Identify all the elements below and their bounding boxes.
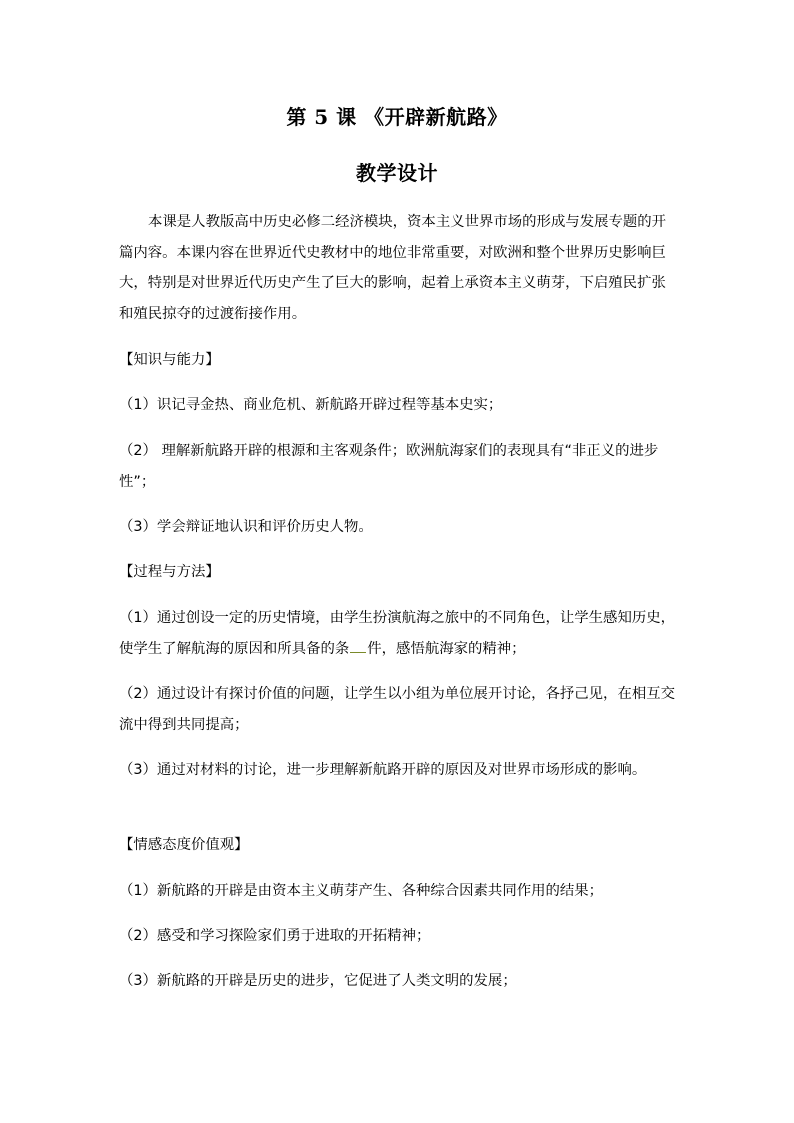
intro-paragraph: 本课是人教版高中历史必修二经济模块，资本主义世界市场的形成与发展专题的开篇内容。本课内容在世界近代史教材中的地位非常重要，对欧洲和整个世界历史影响巨大，特别是对世界近代历史产生了巨大的影响，起着上承资本主义萌芽，下启殖民扩张和殖民掠夺的过渡衔接作用。 — [119, 214, 667, 322]
knowledge-item-1: （1）识记寻金热、商业危机、新航路开辟过程等基本史实； — [119, 397, 503, 413]
process-item-1-tail: 件，感悟航海家的精神； — [367, 640, 526, 657]
process-item-2: （2）通过设计有探讨价值的问题，让学生以小组为单位展开讨论，各抒己见，在相互交流中得到共同提高； — [119, 686, 676, 733]
attitude-item-1: （1）新航路的开辟是由资本主义萌芽产生、各种综合因素共同作用的结果； — [119, 883, 604, 899]
section-heading-attitude: 【情感态度价值观】 — [119, 837, 249, 853]
section-heading-knowledge: 【知识与能力】 — [119, 352, 220, 368]
attitude-item-2: （2）感受和学习探险家们勇于进取的开拓精神； — [119, 928, 431, 944]
process-item-1-text: （1）通过创设一定的历史情境，由学生扮演航海之旅中的不同角色，让学生感知历史，使学生了解航海的原因和所具备的条 — [119, 610, 676, 657]
page-subtitle: 教学设计 — [356, 161, 438, 185]
attitude-item-3: （3）新航路的开辟是历史的进步，它促进了人类文明的发展； — [119, 973, 517, 989]
page-title: 第 5 课 《开辟新航路》 — [286, 105, 508, 129]
knowledge-item-2: （2） 理解新航路开辟的根源和主客观条件；欧洲航海家们的表现具有“非正义的进步性”； — [119, 443, 659, 490]
underline-mark — [350, 651, 366, 653]
knowledge-item-3: （3）学会辩证地认识和评价历史人物。 — [119, 519, 373, 535]
section-heading-process: 【过程与方法】 — [119, 564, 220, 580]
process-item-3: （3）通过对材料的讨论，进一步理解新航路开辟的原因及对世界市场形成的影响。 — [119, 762, 647, 778]
process-item-1 — [119, 603, 676, 664]
